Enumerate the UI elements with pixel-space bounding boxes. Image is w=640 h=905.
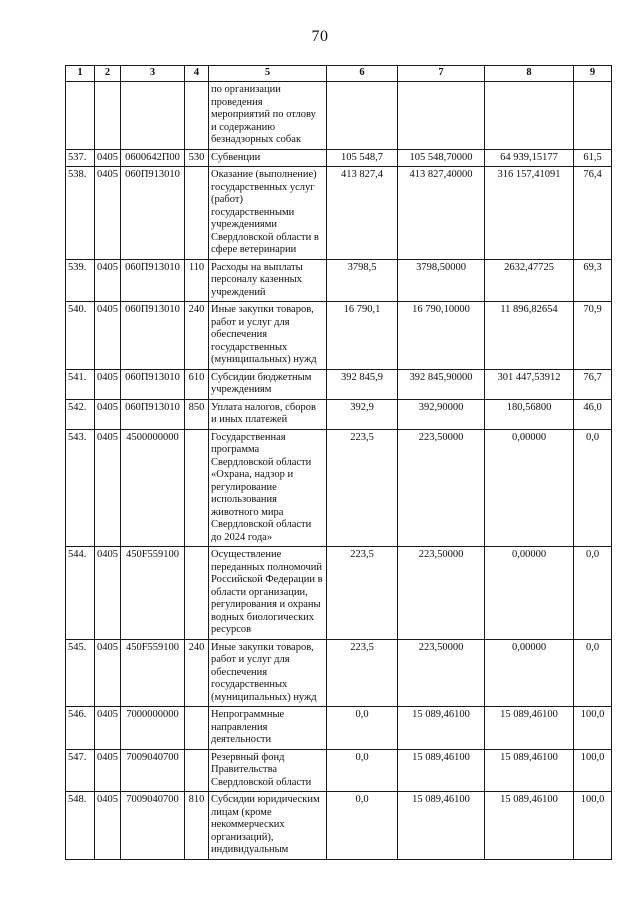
table-row bbox=[66, 259, 612, 302]
item-name-cell: Непрограммные направления деятельности bbox=[209, 707, 327, 750]
row-number-cell: 541. bbox=[66, 369, 95, 399]
item-name-cell: Государственная программа Свердловской области «Охрана, надзор и регулирование использования животного мира Свердловской области до 2024 года» bbox=[209, 429, 327, 547]
item-name-cell: Субсидии юридическим лицам (кроме некоммерческих организаций), индивидуальным bbox=[209, 792, 327, 860]
budget-list-amount-cell: 15 089,46100 bbox=[398, 792, 485, 860]
table-row bbox=[66, 792, 612, 860]
target-article-cell: 060П913010 bbox=[121, 302, 185, 370]
section-code-cell: 0405 bbox=[95, 707, 121, 750]
row-number-cell: 544. bbox=[66, 547, 95, 640]
budget-list-amount-cell: 223,50000 bbox=[398, 639, 485, 707]
section-code-cell: 0405 bbox=[95, 369, 121, 399]
target-article-cell: 450F559100 bbox=[121, 639, 185, 707]
table-row bbox=[66, 429, 612, 547]
item-name-cell: Оказание (выполнение) государственных услуг (работ) государственными учреждениями Свердловской области в сфере ветеринарии bbox=[209, 167, 327, 260]
section-code-cell: 0405 bbox=[95, 149, 121, 167]
item-name-cell: Осуществление переданных полномочий Российской Федерации в области организации, регулирования и охраны водных биологических ресурсов bbox=[209, 547, 327, 640]
executed-amount-cell bbox=[485, 82, 574, 150]
table-row bbox=[66, 149, 612, 167]
execution-percent-cell: 70,9 bbox=[574, 302, 612, 370]
approved-amount-cell: 392,9 bbox=[327, 399, 398, 429]
table-row bbox=[66, 302, 612, 370]
executed-amount-cell: 64 939,15177 bbox=[485, 149, 574, 167]
page-number: 70 bbox=[311, 28, 329, 45]
executed-amount-cell: 2632,47725 bbox=[485, 259, 574, 302]
item-name-cell: Уплата налогов, сборов и иных платежей bbox=[209, 399, 327, 429]
approved-amount-cell: 223,5 bbox=[327, 429, 398, 547]
budget-list-amount-cell: 15 089,46100 bbox=[398, 749, 485, 792]
expense-type-cell: 530 bbox=[185, 149, 209, 167]
executed-amount-cell: 11 896,82654 bbox=[485, 302, 574, 370]
table-row bbox=[66, 639, 612, 707]
target-article-cell: 060П913010 bbox=[121, 399, 185, 429]
column-header: 4 bbox=[185, 66, 209, 82]
item-name-cell: Субвенции bbox=[209, 149, 327, 167]
column-header: 8 bbox=[485, 66, 574, 82]
target-article-cell: 7000000000 bbox=[121, 707, 185, 750]
expense-type-cell bbox=[185, 547, 209, 640]
section-code-cell: 0405 bbox=[95, 792, 121, 860]
executed-amount-cell: 15 089,46100 bbox=[485, 707, 574, 750]
executed-amount-cell: 301 447,53912 bbox=[485, 369, 574, 399]
item-name-cell: Иные закупки товаров, работ и услуг для обеспечения государственных (муниципальных) нужд bbox=[209, 639, 327, 707]
item-name-cell: Расходы на выплаты персоналу казенных учреждений bbox=[209, 259, 327, 302]
table-header-row bbox=[66, 66, 612, 82]
row-number-cell: 542. bbox=[66, 399, 95, 429]
target-article-cell: 060П913010 bbox=[121, 167, 185, 260]
target-article-cell: 4500000000 bbox=[121, 429, 185, 547]
table-row bbox=[66, 399, 612, 429]
table-row bbox=[66, 749, 612, 792]
approved-amount-cell: 0,0 bbox=[327, 707, 398, 750]
executed-amount-cell: 15 089,46100 bbox=[485, 792, 574, 860]
target-article-cell: 450F559100 bbox=[121, 547, 185, 640]
approved-amount-cell: 0,0 bbox=[327, 749, 398, 792]
section-code-cell: 0405 bbox=[95, 302, 121, 370]
row-number-cell: 545. bbox=[66, 639, 95, 707]
table-row bbox=[66, 369, 612, 399]
approved-amount-cell: 105 548,7 bbox=[327, 149, 398, 167]
target-article-cell: 7009040700 bbox=[121, 792, 185, 860]
budget-list-amount-cell: 223,50000 bbox=[398, 429, 485, 547]
budget-list-amount-cell: 105 548,70000 bbox=[398, 149, 485, 167]
approved-amount-cell: 223,5 bbox=[327, 547, 398, 640]
section-code-cell: 0405 bbox=[95, 547, 121, 640]
row-number-cell: 548. bbox=[66, 792, 95, 860]
column-header: 3 bbox=[121, 66, 185, 82]
target-article-cell: 060П913010 bbox=[121, 369, 185, 399]
expense-type-cell: 110 bbox=[185, 259, 209, 302]
execution-percent-cell bbox=[574, 82, 612, 150]
expense-type-cell bbox=[185, 749, 209, 792]
row-number-cell: 543. bbox=[66, 429, 95, 547]
table-row bbox=[66, 167, 612, 260]
approved-amount-cell bbox=[327, 82, 398, 150]
expense-type-cell: 610 bbox=[185, 369, 209, 399]
execution-percent-cell: 76,4 bbox=[574, 167, 612, 260]
executed-amount-cell: 15 089,46100 bbox=[485, 749, 574, 792]
section-code-cell: 0405 bbox=[95, 639, 121, 707]
item-name-cell: Иные закупки товаров, работ и услуг для обеспечения государственных (муниципальных) нужд bbox=[209, 302, 327, 370]
section-code-cell: 0405 bbox=[95, 749, 121, 792]
expense-type-cell: 850 bbox=[185, 399, 209, 429]
column-header: 7 bbox=[398, 66, 485, 82]
execution-percent-cell: 0,0 bbox=[574, 429, 612, 547]
section-code-cell: 0405 bbox=[95, 167, 121, 260]
budget-list-amount-cell: 16 790,10000 bbox=[398, 302, 485, 370]
item-name-cell: Субсидии бюджетным учреждениям bbox=[209, 369, 327, 399]
execution-percent-cell: 69,3 bbox=[574, 259, 612, 302]
execution-percent-cell: 76,7 bbox=[574, 369, 612, 399]
item-name-cell: по организации проведения мероприятий по отлову и содержанию безнадзорных собак bbox=[209, 82, 327, 150]
approved-amount-cell: 413 827,4 bbox=[327, 167, 398, 260]
target-article-cell: 060П913010 bbox=[121, 259, 185, 302]
target-article-cell: 0600642П00 bbox=[121, 149, 185, 167]
executed-amount-cell: 316 157,41091 bbox=[485, 167, 574, 260]
row-number-cell: 547. bbox=[66, 749, 95, 792]
execution-percent-cell: 100,0 bbox=[574, 792, 612, 860]
budget-list-amount-cell: 15 089,46100 bbox=[398, 707, 485, 750]
execution-percent-cell: 0,0 bbox=[574, 639, 612, 707]
approved-amount-cell: 0,0 bbox=[327, 792, 398, 860]
expense-type-cell: 240 bbox=[185, 302, 209, 370]
budget-list-amount-cell: 392,90000 bbox=[398, 399, 485, 429]
expense-type-cell: 240 bbox=[185, 639, 209, 707]
table-row bbox=[66, 547, 612, 640]
budget-list-amount-cell: 413 827,40000 bbox=[398, 167, 485, 260]
approved-amount-cell: 16 790,1 bbox=[327, 302, 398, 370]
item-name-cell: Резервный фонд Правительства Свердловской области bbox=[209, 749, 327, 792]
execution-percent-cell: 100,0 bbox=[574, 749, 612, 792]
column-header: 1 bbox=[66, 66, 95, 82]
execution-percent-cell: 0,0 bbox=[574, 547, 612, 640]
execution-percent-cell: 61,5 bbox=[574, 149, 612, 167]
column-header: 6 bbox=[327, 66, 398, 82]
expense-type-cell bbox=[185, 82, 209, 150]
column-header: 9 bbox=[574, 66, 612, 82]
section-code-cell: 0405 bbox=[95, 429, 121, 547]
approved-amount-cell: 3798,5 bbox=[327, 259, 398, 302]
column-header: 5 bbox=[209, 66, 327, 82]
expense-type-cell bbox=[185, 429, 209, 547]
row-number-cell: 539. bbox=[66, 259, 95, 302]
section-code-cell bbox=[95, 82, 121, 150]
budget-list-amount-cell: 3798,50000 bbox=[398, 259, 485, 302]
table-row bbox=[66, 707, 612, 750]
approved-amount-cell: 392 845,9 bbox=[327, 369, 398, 399]
expense-type-cell bbox=[185, 707, 209, 750]
section-code-cell: 0405 bbox=[95, 259, 121, 302]
section-code-cell: 0405 bbox=[95, 399, 121, 429]
budget-table bbox=[65, 65, 612, 860]
execution-percent-cell: 46,0 bbox=[574, 399, 612, 429]
executed-amount-cell: 180,56800 bbox=[485, 399, 574, 429]
budget-list-amount-cell: 223,50000 bbox=[398, 547, 485, 640]
column-header: 2 bbox=[95, 66, 121, 82]
approved-amount-cell: 223,5 bbox=[327, 639, 398, 707]
target-article-cell: 7009040700 bbox=[121, 749, 185, 792]
row-number-cell: 546. bbox=[66, 707, 95, 750]
budget-list-amount-cell bbox=[398, 82, 485, 150]
executed-amount-cell: 0,00000 bbox=[485, 639, 574, 707]
table-row bbox=[66, 82, 612, 150]
row-number-cell bbox=[66, 82, 95, 150]
budget-list-amount-cell: 392 845,90000 bbox=[398, 369, 485, 399]
expense-type-cell bbox=[185, 167, 209, 260]
execution-percent-cell: 100,0 bbox=[574, 707, 612, 750]
row-number-cell: 540. bbox=[66, 302, 95, 370]
row-number-cell: 538. bbox=[66, 167, 95, 260]
table-body bbox=[66, 82, 612, 860]
executed-amount-cell: 0,00000 bbox=[485, 429, 574, 547]
row-number-cell: 537. bbox=[66, 149, 95, 167]
executed-amount-cell: 0,00000 bbox=[485, 547, 574, 640]
expense-type-cell: 810 bbox=[185, 792, 209, 860]
target-article-cell bbox=[121, 82, 185, 150]
